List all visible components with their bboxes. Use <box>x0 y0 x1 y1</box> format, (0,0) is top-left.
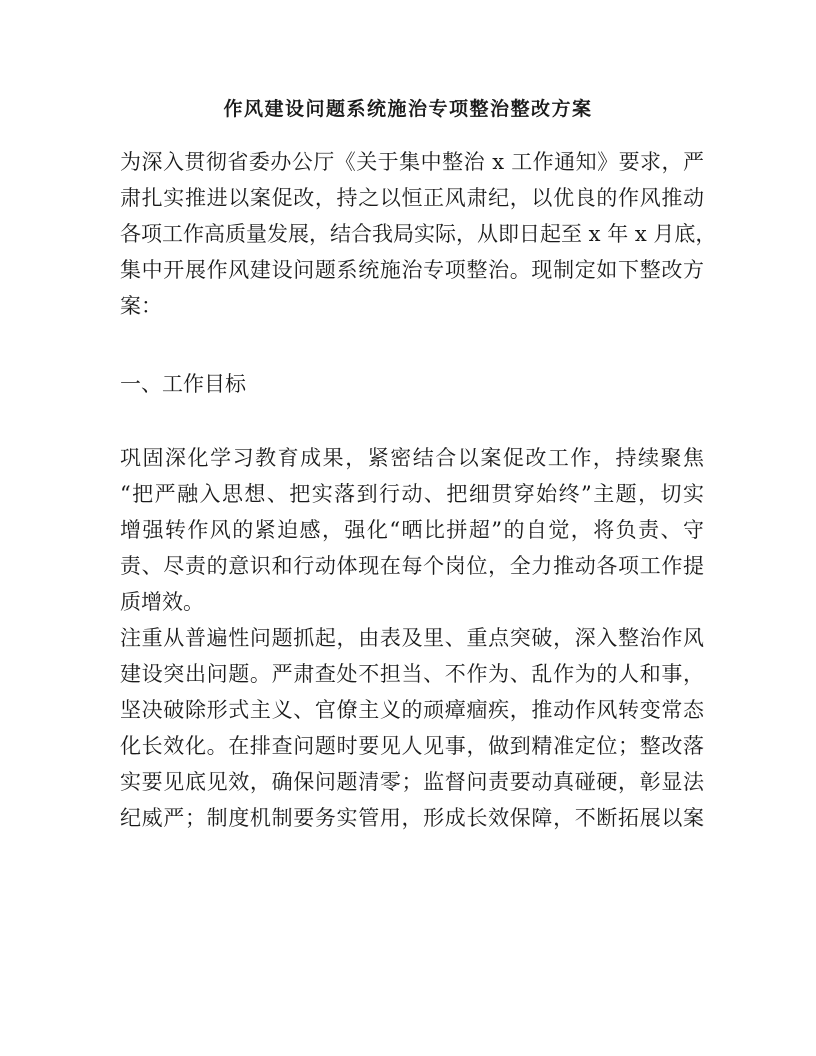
paragraph-line: 坚决破除形式主义、官僚主义的顽瘴痼疾，推动作风转变常态 <box>120 698 704 722</box>
paragraph-line: 肃扎实推进以案促改，持之以恒正风肃纪，以优良的作风推动 <box>120 186 704 210</box>
paragraph-line: 增强转作风的紧迫感，强化“晒比拼超”的自觉，将负责、守 <box>120 518 704 542</box>
paragraph-line: 纪威严；制度机制要务实管用，形成长效保障，不断拓展以案 <box>120 806 704 830</box>
paragraph-line: 化长效化。在排查问题时要见人见事，做到精准定位；整改落 <box>120 734 704 758</box>
paragraph-line: 实要见底见效，确保问题清零；监督问责要动真碰硬，彰显法 <box>120 770 704 794</box>
paragraph-intro <box>120 144 717 324</box>
paragraph-rectification <box>120 620 704 836</box>
paragraph-line: 各项工作高质量发展，结合我局实际，从即日起至 x 年 x 月底， <box>120 222 717 246</box>
document-title: 作风建设问题系统施治专项整治整改方案 <box>223 98 593 120</box>
paragraph-line: 注重从普遍性问题抓起，由表及里、重点突破，深入整治作风 <box>120 626 704 650</box>
paragraph-line: 集中开展作风建设问题系统施治专项整治。现制定如下整改方 <box>120 258 704 282</box>
section-heading-goals <box>120 366 704 402</box>
paragraph-line: 为深入贯彻省委办公厅《关于集中整治 x 工作通知》要求，严 <box>120 150 704 174</box>
paragraph-line: 责、尽责的意识和行动体现在每个岗位，全力推动各项工作提 <box>120 554 704 578</box>
section-heading-text: 一、工作目标 <box>120 372 246 396</box>
paragraph-line: “把严融入思想、把实落到行动、把细贯穿始终”主题，切实 <box>120 482 704 506</box>
paragraph-line: 建设突出问题。严肃查处不担当、不作为、乱作为的人和事， <box>120 662 704 686</box>
paragraph-goals <box>120 440 704 620</box>
paragraph-line: 质增效。 <box>120 590 204 614</box>
paragraph-line: 案： <box>120 294 162 318</box>
paragraph-line: 巩固深化学习教育成果，紧密结合以案促改工作，持续聚焦 <box>120 446 704 470</box>
